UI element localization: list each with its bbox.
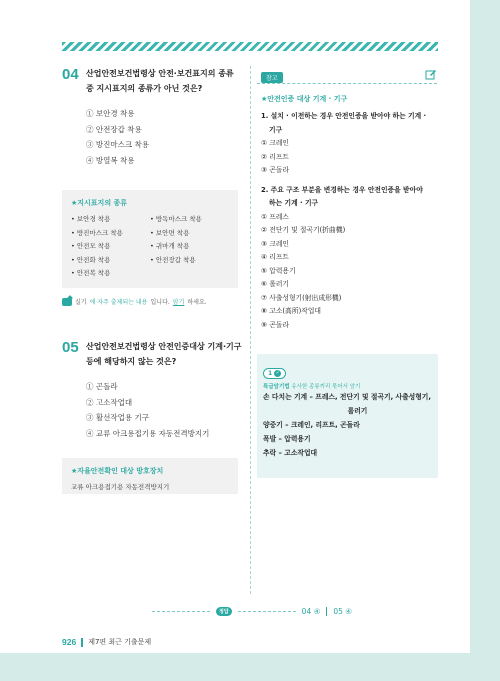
reference-item: ① 프레스 (261, 212, 289, 221)
tip-note (62, 297, 207, 306)
answer-separator (326, 607, 327, 616)
reference-item: ⑤ 압력용기 (261, 266, 296, 275)
reference-items (257, 110, 437, 332)
reference-item: ⑦ 사출성형기(射出成形機) (261, 293, 342, 302)
page-footer (62, 637, 151, 647)
question-options (86, 379, 244, 441)
box-title: ★지시표지의 종류 (71, 199, 128, 207)
memo-badge-number: 1 (268, 370, 273, 377)
memo-sub-text: 유사한 종류끼리 묶어서 암기 (289, 384, 361, 390)
page-side-band (470, 0, 500, 681)
reference-panel (257, 72, 437, 332)
memo-sub-bold: 특급암기법 (263, 384, 290, 390)
reference-item: ② 리프트 (261, 152, 289, 161)
memo-line: 손 다치는 기계 – 프레스, 전단기 및 절곡기, 사출성형기, (263, 393, 431, 401)
box-title: ★자율안전확인 대상 방호장치 (71, 467, 164, 475)
memo-lines (263, 390, 432, 460)
tip-highlight: 에 자주 출제되는 내용 (89, 299, 148, 306)
memo-line: 폭발 – 압력용기 (263, 435, 311, 443)
memo-box (257, 354, 438, 478)
sign-item: • 방독마스크 착용 (150, 215, 202, 223)
option-1[interactable]: ① 곤돌라 (86, 382, 118, 391)
option-4[interactable]: ④ 교류 아크용접기용 자동전격방지기 (86, 428, 210, 438)
memo-line: 롤러기 (347, 407, 368, 415)
reference-item: 기구 (269, 125, 283, 134)
sign-item: • 안전장갑 착용 (150, 255, 196, 264)
question-text: 산업안전보건법령상 안전인증대상 기계·기구 등에 해당하지 않는 것은? (86, 342, 242, 366)
question-text: 산업안전보건법령상 안전·보건표지의 종류 중 지시표지의 종류가 아닌 것은? (86, 69, 234, 93)
reference-item: 1. 설치 · 이전하는 경우 안전인증을 받아야 하는 기계 · (261, 112, 427, 120)
tip-middle: 입니다. (150, 299, 170, 306)
option-2[interactable]: ② 고소작업대 (86, 397, 133, 407)
tip-suffix: 하세요. (187, 299, 207, 306)
sign-item: • 방진마스크 착용 (71, 228, 123, 237)
info-box-directive-signs (62, 190, 238, 288)
answer-05: 05 ④ (333, 607, 352, 616)
check-icon: ✓ (275, 370, 280, 376)
question-number: 04 (62, 66, 79, 83)
footer-bar (81, 638, 83, 647)
column-divider (250, 66, 251, 594)
reference-item: ① 크레인 (261, 139, 289, 147)
memo-badge (263, 368, 286, 379)
reference-item: ⑧ 고소(高所)작업대 (261, 307, 321, 315)
question-number: 05 (62, 339, 79, 356)
memo-line: 양중기 – 크레인, 리프트, 곤돌라 (263, 421, 360, 429)
sign-item: • 안전화 착용 (71, 255, 111, 264)
page-number: 926 (62, 637, 77, 647)
reference-tag: 참고 (261, 72, 283, 83)
top-stripe (62, 42, 438, 51)
reference-item: ③ 곤돌라 (261, 166, 289, 174)
sign-item: • 안전모 착용 (71, 242, 111, 250)
reference-item: 하는 기계 · 기구 (269, 199, 319, 207)
answer-04: 04 ④ (301, 607, 321, 616)
sign-item (150, 267, 229, 281)
question-options (86, 106, 244, 168)
option-4[interactable]: ④ 방열복 착용 (86, 155, 135, 165)
page-bottom-band (0, 653, 500, 681)
reference-item: ④ 리프트 (261, 253, 289, 261)
question-05 (62, 339, 244, 441)
footer-title: 제7편 최근 기출문제 (88, 638, 152, 646)
tip-prefix: 실기 (75, 299, 87, 306)
question-04 (62, 66, 244, 168)
option-2[interactable]: ② 안전장갑 착용 (86, 124, 142, 134)
box-text: 교류 아크용접기용 자동전격방지기 (71, 483, 170, 491)
memo-line: 추락 – 고소작업대 (263, 449, 318, 457)
sign-item: • 보안경 착용 (71, 215, 111, 223)
sign-item: • 보안면 착용 (150, 228, 190, 237)
answer-badge: 정답 (216, 607, 232, 616)
reference-title: ★안전인증 대상 기계 · 기구 (261, 95, 348, 103)
reference-item: 2. 주요 구조 부분을 변경하는 경우 안전인증을 받아야 (261, 185, 423, 194)
tip-link: 암기 (172, 299, 185, 306)
answer-line-mid (238, 611, 296, 612)
info-box-self-safety (62, 458, 238, 494)
sign-item: • 귀마개 착용 (150, 242, 190, 250)
pencil-icon (425, 68, 437, 80)
option-3[interactable]: ③ 방진마스크 착용 (86, 140, 149, 149)
box-items (71, 213, 229, 281)
reference-item: ⑨ 곤돌라 (261, 320, 289, 329)
option-3[interactable]: ③ 활선작업용 기구 (86, 413, 149, 422)
answer-line-left (152, 611, 210, 612)
pencil-icon (62, 298, 72, 306)
memo-subtitle (263, 382, 432, 390)
sign-item: • 안전복 착용 (71, 269, 111, 277)
reference-item: ③ 크레인 (261, 239, 289, 248)
reference-item: ② 전단기 및 절곡기(折曲機) (261, 226, 346, 234)
reference-item: ⑥ 롤러기 (261, 280, 289, 288)
option-1[interactable]: ① 보안경 착용 (86, 109, 135, 118)
answer-bar (152, 607, 352, 616)
reference-header (257, 72, 437, 84)
